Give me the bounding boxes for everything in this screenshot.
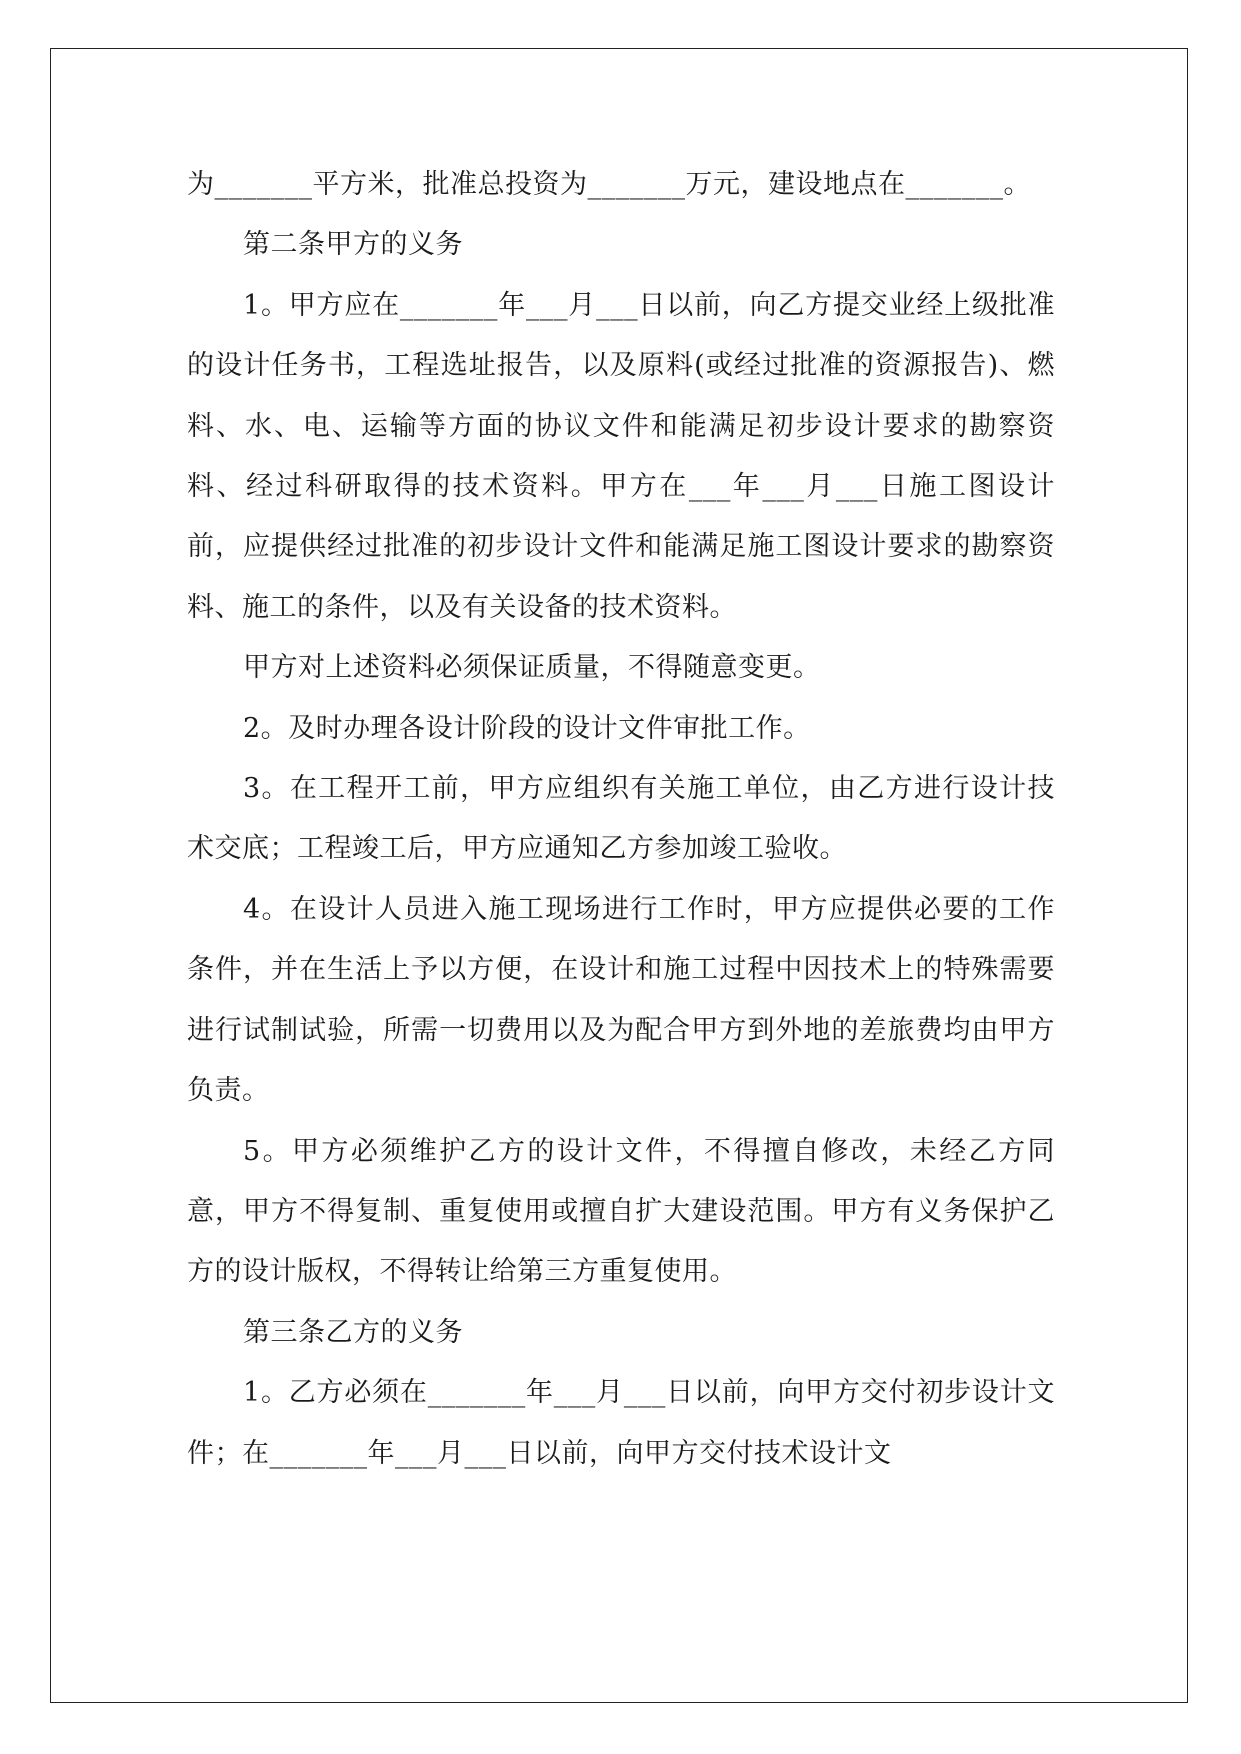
document-body: [187, 155, 1055, 1484]
paragraph-party-a-quality: 甲方对上述资料必须保证质量，不得随意变更。: [243, 652, 821, 684]
heading-article-three: 第三条乙方的义务: [243, 1316, 463, 1348]
paragraph-party-a-duty-2: 2。及时办理各设计阶段的设计文件审批工作。: [243, 712, 811, 744]
paragraph-area-and-investment: 为_______平方米，批准总投资为_______万元，建设地点在_______。: [187, 169, 1031, 200]
paragraph-party-a-duty-4: 4。在设计人员进入施工现场进行工作时，甲方应提供必要的工作条件，并在生活上予以方便，在设计和施工过程中因技术上的特殊需要进行试制试验，所需一切费用以及为配合甲方到外地的差旅费均由甲方负责。: [187, 893, 1055, 1107]
heading-article-two: 第二条甲方的义务: [243, 229, 463, 261]
paragraph-party-a-duty-3: 3。在工程开工前，甲方应组织有关施工单位，由乙方进行设计技术交底；工程竣工后，甲方应通知乙方参加竣工验收。: [187, 773, 1055, 865]
paragraph-party-b-duty-1: 1。乙方必须在_______年___月___日以前，向甲方交付初步设计文件；在_______年___月___日以前，向甲方交付技术设计文: [187, 1377, 1055, 1469]
paragraph-party-a-duty-1: 1。甲方应在_______年___月___日以前，向乙方提交业经上级批准的设计任务书，工程选址报告，以及原料(或经过批准的资源报告)、燃料、水、电、运输等方面的协议文件和能满足初步设计要求的勘察资料、经过科研取得的技术资料。甲方在___年___月___日施工图设计前，应提供经过批准的初步设计文件和能满足施工图设计要求的勘察资料、施工的条件，以及有关设备的技术资料。: [187, 289, 1055, 623]
paragraph-party-a-duty-5: 5。甲方必须维护乙方的设计文件，不得擅自修改，未经乙方同意，甲方不得复制、重复使用或擅自扩大建设范围。甲方有义务保护乙方的设计版权，不得转让给第三方重复使用。: [187, 1135, 1055, 1288]
